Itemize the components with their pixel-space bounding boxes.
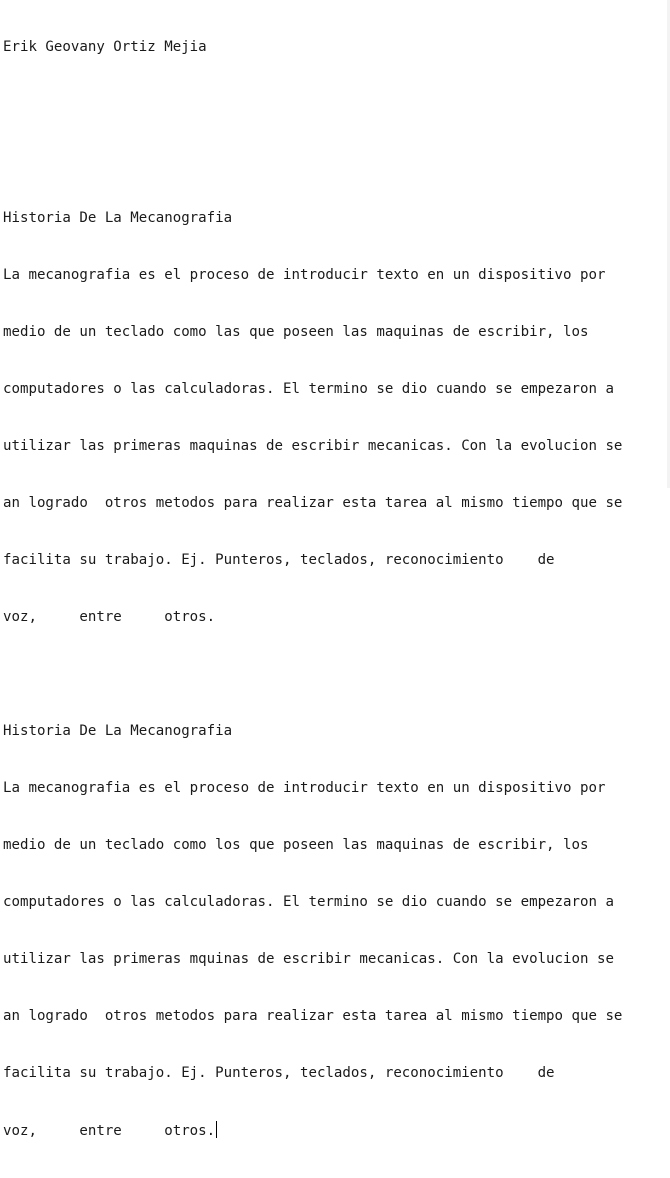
paragraph-1-line: medio de un teclado como las que poseen las maquinas de escribir, los <box>3 324 589 340</box>
paragraph-2-line: utilizar las primeras mquinas de escribir mecanicas. Con la evolucion se <box>3 951 614 967</box>
paragraph-1-line: La mecanografia es el proceso de introducir texto en un dispositivo por <box>3 267 606 283</box>
paragraph-2-line: an logrado otros metodos para realizar esta tarea al mismo tiempo que se <box>3 1008 623 1024</box>
section-heading-1: Historia De La Mecanografia <box>3 210 233 226</box>
blank-line <box>3 665 663 684</box>
paragraph-2-line: medio de un teclado como los que poseen las maquinas de escribir, los <box>3 837 589 853</box>
paragraph-1-line: an logrado otros metodos para realizar esta tarea al mismo tiempo que se <box>3 495 623 511</box>
blank-line <box>3 152 663 171</box>
paragraph-2-line: facilita su trabajo. Ej. Punteros, teclados, reconocimiento de <box>3 1065 555 1081</box>
paragraph-1-line: facilita su trabajo. Ej. Punteros, teclados, reconocimiento de <box>3 552 555 568</box>
section-heading-2: Historia De La Mecanografia <box>3 723 233 739</box>
paragraph-1-line: voz, entre otros. <box>3 609 216 625</box>
paragraph-2-line: computadores o las calculadoras. El termino se dio cuando se empezaron a <box>3 894 614 910</box>
paragraph-2-line: La mecanografia es el proceso de introducir texto en un dispositivo por <box>3 780 606 796</box>
last-line-text: voz, entre otros. <box>3 1123 216 1139</box>
author-name-line: Erik Geovany Ortiz Mejia <box>3 39 207 55</box>
last-line <box>3 1121 663 1140</box>
text-editing-area[interactable] <box>3 0 663 1139</box>
text-caret <box>216 1121 217 1138</box>
paragraph-1-line: computadores o las calculadoras. El termino se dio cuando se empezaron a <box>3 381 614 397</box>
paragraph-1-line: utilizar las primeras maquinas de escribir mecanicas. Con la evolucion se <box>3 438 623 454</box>
blank-line <box>3 95 663 114</box>
